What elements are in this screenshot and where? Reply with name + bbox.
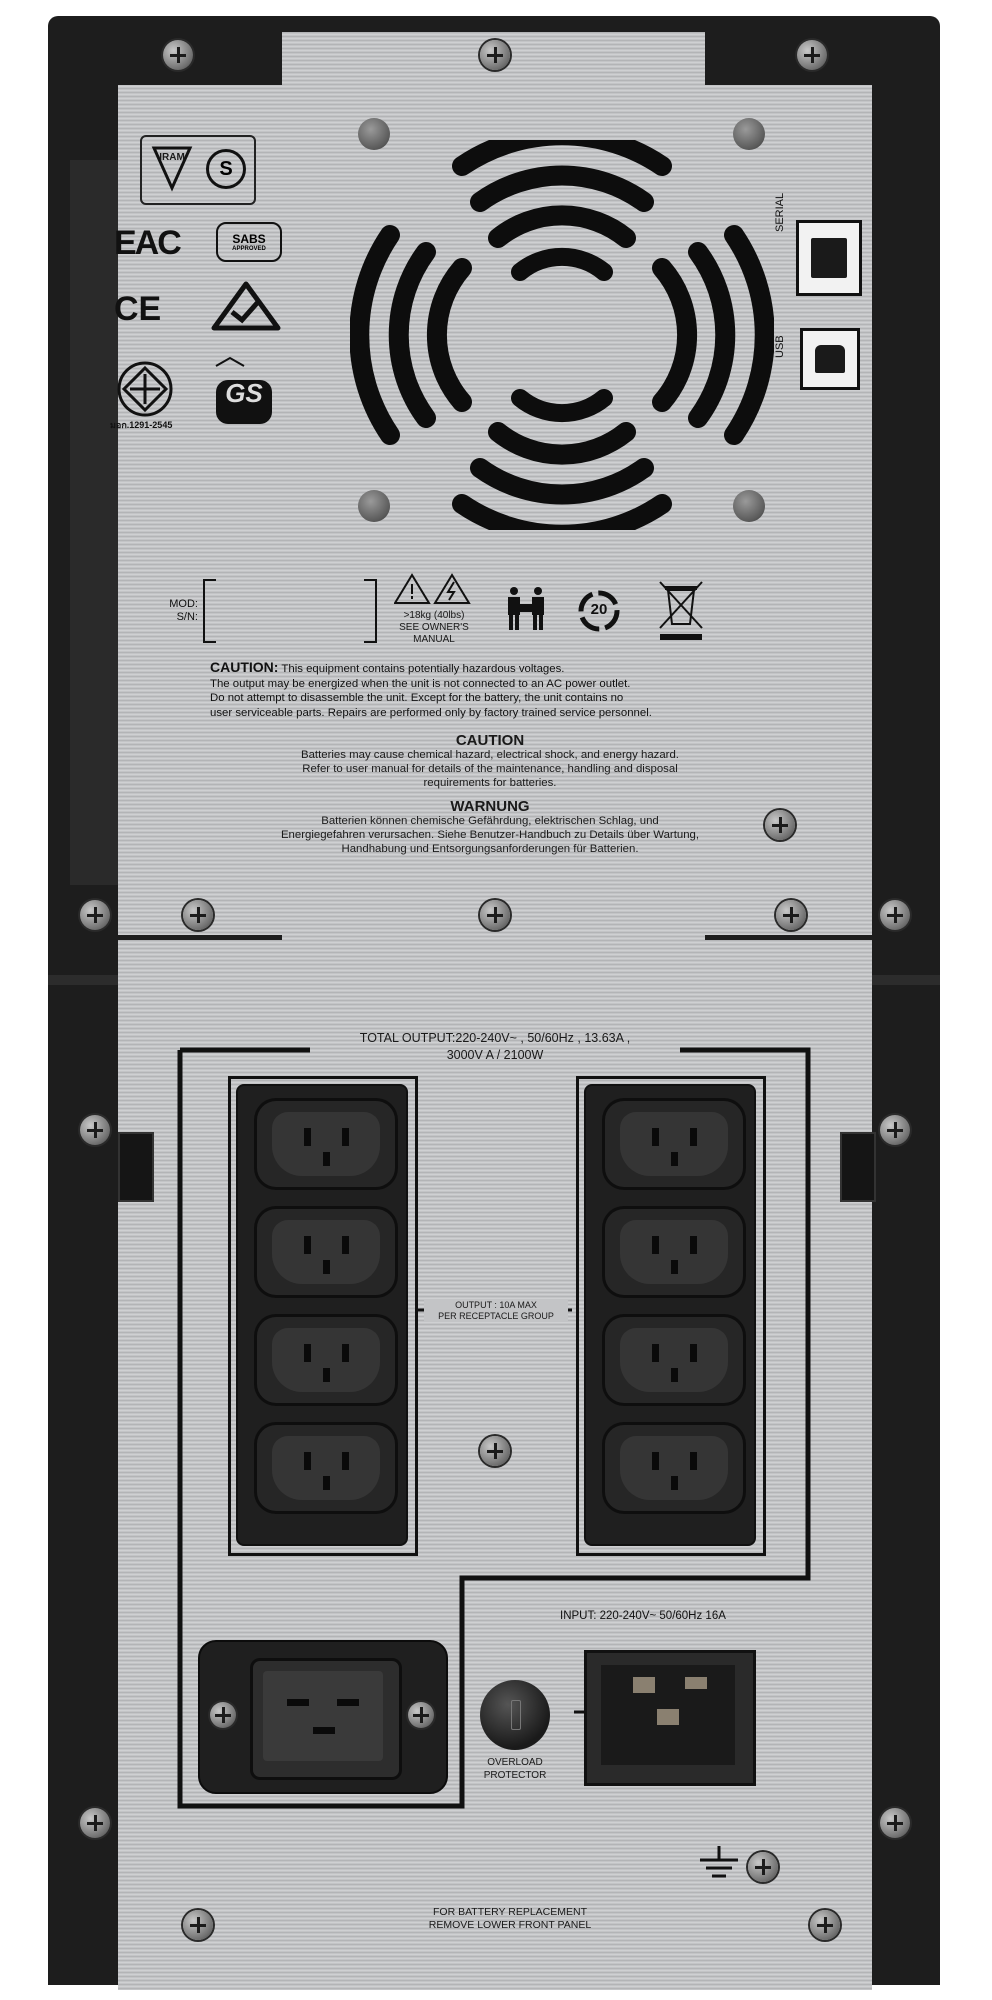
phillips-screw-icon (776, 900, 806, 930)
ground-symbol-icon (694, 1844, 744, 1884)
rj45-port-icon[interactable] (796, 220, 862, 296)
iec-c13-outlet-icon[interactable] (254, 1314, 398, 1406)
phillips-screw-icon (748, 1852, 778, 1882)
tis-number: มอก.1291-2545 (110, 420, 173, 430)
sabs-mark-icon: SABS APPROVED (216, 222, 282, 262)
serial-label: SERIAL (774, 192, 786, 232)
phillips-screw-icon (480, 900, 510, 930)
recycle-number: 20 (590, 601, 608, 618)
phillips-screw-icon (880, 1808, 910, 1838)
iec-c13-outlet-icon[interactable] (254, 1422, 398, 1514)
side-latch (840, 1132, 876, 1202)
outlet-group-right (584, 1084, 756, 1546)
side-latch (118, 1132, 154, 1202)
iec-c13-outlet-icon[interactable] (602, 1314, 746, 1406)
gs-text: GS (225, 378, 263, 408)
total-output-label: TOTAL OUTPUT:220-240V~ , 50/60Hz , 13.63A , 3000V A / 2100W (359, 1031, 631, 1062)
receptacle-group-label: OUTPUT : 10A MAX PER RECEPTACLE GROUP (424, 1300, 568, 1322)
iram-text: IRAM (159, 152, 185, 163)
circuit-breaker-icon[interactable] (480, 1680, 550, 1750)
phillips-screw-icon (797, 40, 827, 70)
iec-c13-outlet-icon[interactable] (602, 1206, 746, 1298)
warnung-battery: WARNUNG Batterien können chemische Gefährdung, elektrischen Schlag, und Energiegefahren verursachen. Siehe Benutzer-Handbuch zu Details über Wartung, Handhabung und Entsorgungsanforderungen für Batterien. (280, 798, 700, 855)
overload-label: OVERLOAD PROTECTOR (483, 1757, 547, 1781)
phillips-screw-icon (183, 1910, 213, 1940)
caution-battery: CAUTION Batteries may cause chemical hazard, electrical shock, and energy hazard. Refer to user manual for details of the maintenance, handling and disposal requirements for batteries. (301, 732, 679, 789)
iec-c19-outlet-icon[interactable] (198, 1640, 448, 1794)
battery-replacement-note: FOR BATTERY REPLACEMENT REMOVE LOWER FRONT PANEL (428, 1906, 592, 1931)
ce-mark-icon: CE (114, 290, 162, 328)
outlet-group-left (236, 1084, 408, 1546)
usb-label: USB (774, 335, 786, 358)
phillips-screw-icon (408, 1702, 434, 1728)
fan-grille-icon (350, 140, 774, 530)
tis-mark-icon (116, 360, 174, 418)
caution-voltage: CAUTION: This equipment contains potentially hazardous voltages. The output may be energized when the unit is not connected to an AC power outlet. Do not attempt to disassemble the unit. Except for the battery, the unit contains no user serviceable parts. Repairs are performed only by factory trained service personnel. (210, 659, 652, 719)
mod-sn-labels: MOD: S/N: (169, 598, 198, 623)
phillips-screw-icon (210, 1702, 236, 1728)
iec-c13-outlet-icon[interactable] (602, 1422, 746, 1514)
phillips-screw-icon (80, 900, 110, 930)
usb-b-port-icon[interactable] (800, 328, 860, 390)
phillips-screw-icon (80, 1115, 110, 1145)
phillips-screw-icon (480, 1436, 510, 1466)
rcm-mark-icon (210, 280, 282, 332)
two-person-lift-icon (502, 586, 550, 632)
nameplate-bracket (202, 578, 378, 644)
iec-c13-outlet-icon[interactable] (602, 1098, 746, 1190)
phillips-screw-icon (80, 1808, 110, 1838)
eac-mark-icon: EAC (114, 224, 180, 262)
phillips-screw-icon (183, 900, 213, 930)
phillips-screw-icon (810, 1910, 840, 1940)
iram-mark-icon (150, 142, 194, 192)
input-label: INPUT: 220-240V~ 50/60Hz 16A (560, 1610, 726, 1622)
iec-c20-inlet-icon[interactable] (584, 1650, 756, 1786)
phillips-screw-icon (880, 900, 910, 930)
phillips-screw-icon (163, 40, 193, 70)
s-mark-icon: S (206, 149, 246, 189)
weight-warning: >18kg (40lbs) SEE OWNER'S MANUAL (399, 610, 469, 645)
weee-bin-icon (656, 578, 706, 642)
iec-c13-outlet-icon[interactable] (254, 1206, 398, 1298)
warning-triangle-icon (394, 572, 474, 606)
phillips-screw-icon (880, 1115, 910, 1145)
iec-c13-outlet-icon[interactable] (254, 1098, 398, 1190)
phillips-screw-icon (480, 40, 510, 70)
